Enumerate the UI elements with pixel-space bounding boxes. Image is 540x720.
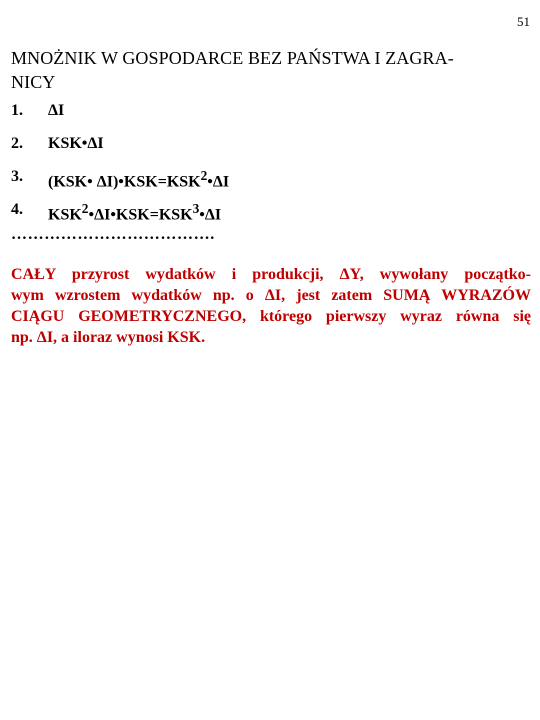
note-line-3: CIĄGU GEOMETRYCZNEGO, którego pierwszy wyraz równa się bbox=[11, 308, 531, 325]
step-number: 3. bbox=[11, 168, 23, 185]
note-line-2: wym wzrostem wydatków np. o ΔI, jest zatem SUMĄ WYRAZÓW bbox=[11, 287, 531, 304]
step-number: 1. bbox=[11, 102, 23, 119]
exponent: 2 bbox=[81, 201, 89, 216]
conclusion-note bbox=[11, 264, 531, 348]
page-number: 51 bbox=[517, 14, 530, 29]
expression-part: •ΔI bbox=[199, 206, 222, 224]
step-expression bbox=[48, 201, 221, 224]
step-expression: ΔI bbox=[48, 102, 65, 119]
expression-part: KSK bbox=[48, 206, 82, 224]
expression-part: •ΔI bbox=[207, 173, 230, 191]
expression-part: •ΔI•KSK=KSK bbox=[88, 206, 193, 224]
step-number: 4. bbox=[11, 201, 23, 218]
step-number: 2. bbox=[11, 135, 23, 152]
note-line-1: CAŁY przyrost wydatków i produkcji, ΔY, wywołany początko- bbox=[11, 266, 531, 283]
exponent: 3 bbox=[192, 201, 200, 216]
expression-part: (KSK• ΔI)•KSK=KSK bbox=[48, 173, 201, 191]
page-title-line-2: NICY bbox=[11, 72, 56, 92]
step-expression: KSK•ΔI bbox=[48, 135, 104, 152]
exponent: 2 bbox=[200, 168, 208, 183]
note-line-4: np. ΔI, a iloraz wynosi KSK. bbox=[11, 329, 206, 346]
page-title-line-1: MNOŻNIK W GOSPODARCE BEZ PAŃSTWA I ZAGRA- bbox=[11, 48, 454, 68]
step-expression bbox=[48, 168, 229, 191]
ellipsis-line: ………………………………. bbox=[11, 226, 215, 243]
page-title bbox=[11, 46, 531, 94]
